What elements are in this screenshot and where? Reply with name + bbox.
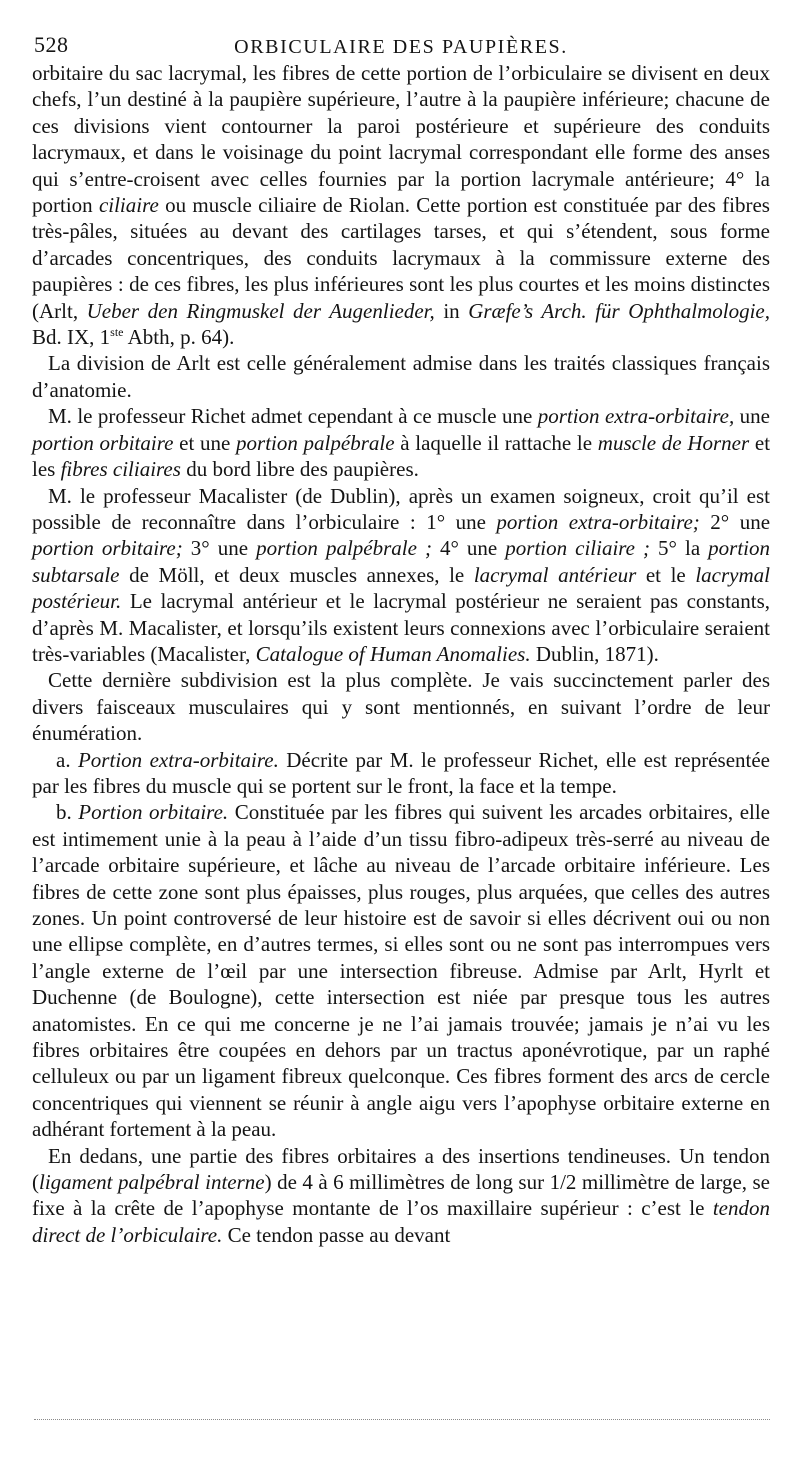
italic-term: portion ciliaire ; — [505, 536, 651, 561]
section-heading: Portion orbitaire. — [78, 800, 229, 825]
paragraph-4 — [32, 483, 770, 668]
text-run: ou muscle ciliaire de Riolan. Cette portion est constituée par des fibres très-pâles, situées au devant des cartilages tarses, et qui s’étendent, sous forme d’arcades concentriques, des conduits lacrymaux à la commissure externe des paupières : de ces fibres, les plus inférieures sont les plus courtes et les moins distinctes (Arlt, — [32, 193, 770, 323]
italic-term: lacrymal postérieur. — [32, 562, 770, 614]
page-number: 528 — [34, 32, 69, 57]
italic-term: ciliaire — [98, 193, 159, 218]
footer-dotted-rule — [34, 1419, 770, 1420]
text-run: Abth, p. 64). — [123, 325, 235, 350]
text-run: M. le professeur Richet admet cependant à ce muscle une — [48, 404, 538, 429]
text-run: orbitaire du sac lacrymal, les fibres de cette portion de l’orbiculaire se divisent en deux chefs, l’un destiné à la paupière supérieure, l’autre à la paupière inférieure; chacune de ces divisions vient contourner la paroi postérieure et supérieure des conduits lacrymaux, et dans le voisinage du point lacrymal correspondant elle forme des anses qui s’entre-croisent avec celles fournies par la portion lacrymale antérieure; 4° la portion — [32, 61, 770, 218]
italic-term: portion orbitaire — [32, 430, 174, 455]
text-run: Bd. IX, 1 — [32, 325, 111, 350]
italic-term: fibres ciliaires — [60, 457, 181, 482]
text-run: Constituée par les fibres qui suivent les arcades orbitaires, elle est intimement unie à la peau à l’aide d’un tissu fibro-adipeux très-serré au niveau de l’arcade orbitaire supérieure, et lâche au niveau de l’arcade orbitaire inférieure. Les fibres de cette zone sont plus épaisses, plus rouges, plus arquées, que celles des autres zones. Un point controversé de leur histoire est de savoir si elles décrivent oui ou non une ellipse complète, en d’autres termes, si elles sont ou ne sont pas interrompues vers l’angle externe de l’œil par une intersection fibreuse. Admise par Arlt, Hyrlt et Duchenne (de Boulogne), cette intersection est niée par presque tous les autres anatomistes. En ce qui me concerne je ne l’ai jamais trouvée; jamais je n’ai vu les fibres orbitaires être coupées en dehors par un tractus aponévrotique, par un raphé celluleux ou par un ligament fibreux quelconque. Ces fibres forment des arcs de cercle concentriques qui viennent se réunir à angle aigu vers l’apophyse orbitaire externe en adhérant fortement à la peau. — [32, 800, 771, 1142]
italic-term: tendon direct de l’orbiculaire. — [32, 1196, 770, 1247]
section-heading: Portion extra-orbitaire. — [77, 747, 279, 772]
italic-title: Ueber den Ringmuskel der Augenlieder, — [86, 298, 435, 323]
text-run: in — [434, 298, 469, 323]
text-run: Ce tendon passe au devant — [222, 1222, 451, 1247]
paragraph-7 — [32, 799, 770, 1142]
text-run: b. — [56, 800, 79, 825]
text-run: du bord libre des paupières. — [180, 457, 419, 482]
italic-term: lacrymal antérieur — [473, 562, 637, 587]
text-run: 5° la — [650, 536, 709, 561]
paragraph-3 — [32, 403, 770, 482]
paragraph-8 — [32, 1143, 770, 1249]
text-run: et une — [173, 430, 237, 455]
text-run: 2° une — [699, 509, 771, 534]
text-run: de Möll, et deux muscles annexes, le — [119, 562, 474, 587]
text-run: 4° une — [431, 536, 506, 561]
text-run: M. le professeur Macalister (de Dublin), après un examen soigneux, croit qu’il est possible de reconnaître dans l’orbiculaire : 1° une — [32, 483, 770, 534]
superscript: ste — [110, 325, 124, 340]
text-run: En dedans, une partie des fibres orbitaires a des insertions tendineuses. Un tendon ( — [32, 1143, 770, 1195]
text-run: Le lacrymal antérieur et le lacrymal postérieur ne seraient pas constants, d’après M. Macalister, et lorsqu’ils existent leurs connexions avec l’orbiculaire seraient très-variables (Macalister, — [32, 589, 770, 666]
italic-term: portion palpébrale ; — [256, 536, 432, 561]
text-run: et le — [636, 562, 696, 587]
paragraph-6 — [32, 747, 770, 800]
text-run: à laquelle il rattache le — [394, 430, 598, 455]
paragraph-1 — [32, 60, 770, 350]
text-run: ) de 4 à 6 millimètres de long sur 1/2 millimètre de large, se fixe à la crête de l’apophyse montante de l’os maxillaire supérieur : c’est le — [32, 1170, 770, 1221]
italic-term: muscle de Horner — [597, 430, 750, 455]
running-title: ORBICULAIRE DES PAUPIÈRES. — [234, 36, 568, 58]
text-run: a. — [56, 747, 78, 772]
paragraph-2: La division de Arlt est celle généralement admise dans les traités classiques français d’anatomie. — [32, 351, 770, 402]
italic-term: portion extra-orbitaire; — [496, 509, 700, 534]
italic-term: portion extra-orbitaire, — [537, 404, 735, 429]
italic-term: portion orbitaire; — [32, 536, 183, 561]
italic-title: Græfe’s Arch. für Ophthalmologie, — [468, 298, 770, 323]
text-run: Dublin, 1871). — [530, 641, 659, 666]
text-run: Décrite par M. le professeur Richet, elle est représentée par les fibres du muscle qui se portent sur le front, la face et la tempe. — [32, 747, 771, 798]
text-run: et les — [32, 430, 771, 482]
italic-term: portion subtarsale — [32, 536, 771, 587]
text-run: 3° une — [182, 536, 257, 561]
italic-title: Catalogue of Human Anomalies. — [255, 641, 531, 666]
page-header — [32, 14, 770, 56]
text-run: une — [734, 404, 771, 429]
italic-term: portion palpébrale — [236, 430, 395, 455]
text-body — [32, 60, 770, 1248]
paragraph-5: Cette dernière subdivision est la plus complète. Je vais succinctement parler des divers faisceaux musculaires qui y sont mentionnés, en suivant l’ordre de leur énumération. — [32, 668, 770, 746]
italic-term: ligament palpébral interne — [39, 1170, 265, 1195]
